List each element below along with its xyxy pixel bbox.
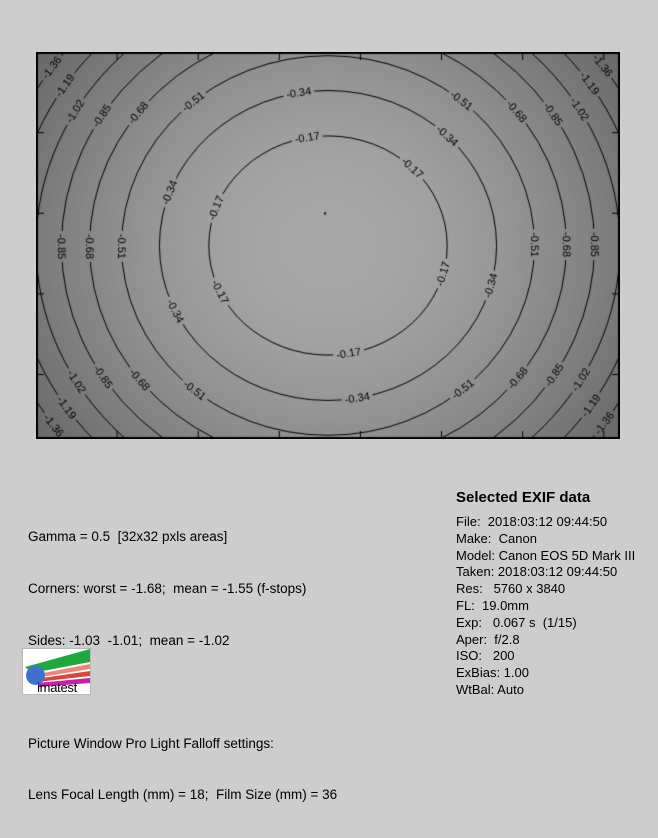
logo-wordmark: imatest — [37, 680, 77, 694]
stats-line: Lens Focal Length (mm) = 18; Film Size (mm) = 36 — [28, 787, 338, 803]
exif-line-taken: Taken: 2018:03:12 09:44:50 — [456, 564, 618, 580]
stats-line: Corners: worst = -1.68; mean = -1.55 (f-stops) — [28, 581, 307, 596]
exif-line-wtbal: WtBal: Auto — [456, 681, 524, 697]
exif-line-model: Model: Canon EOS 5D Mark III — [456, 547, 636, 563]
exif-line-file: File: 2018:03:12 09:44:50 — [456, 514, 608, 529]
exif-line-make: Make: Canon — [456, 530, 537, 546]
exif-line-fl: FL: 19.0mm — [456, 597, 529, 613]
exif-line-iso: ISO: 200 — [456, 648, 515, 664]
exif-line-res: Res: 5760 x 3840 — [456, 581, 566, 597]
exif-panel — [456, 489, 635, 699]
stats-line: Sides: -1.03 -1.01; mean = -1.02 — [28, 632, 230, 648]
stats-line: Gamma = 0.5 [32x32 pxls areas] — [28, 529, 228, 545]
imatest-logo-graphic — [23, 649, 90, 694]
exif-line-aper: Aper: f/2.8 — [456, 631, 520, 647]
stats-line: Picture Window Pro Light Falloff settings: — [28, 735, 274, 751]
exif-line-exp: Exp: 0.067 s (1/15) — [456, 614, 577, 630]
exif-line-exbias: ExBias: 1.00 — [456, 665, 529, 681]
contour-plot — [36, 52, 620, 439]
exif-heading: Selected EXIF data — [456, 489, 591, 506]
imatest-logo — [22, 648, 91, 695]
